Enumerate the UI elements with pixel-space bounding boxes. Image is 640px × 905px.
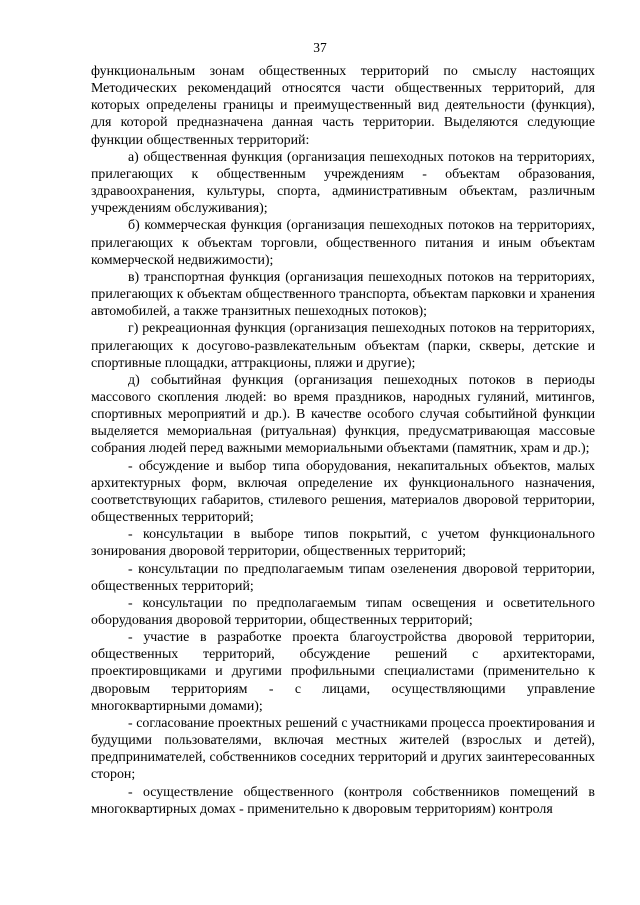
paragraph-function-e-event: д) событийная функция (организация пешеходных потоков в периоды массового скопления людей: во время праздников, народных гуляний, митингов, спортивных мероприятий и др.). В качестве особого случая событийной функции выделяется мемориальная (ритуальная) функция, предусматривающая массовые собрания людей перед важными мемориальными объектами (памятник, храм и др.); bbox=[91, 372, 595, 457]
list-item-project-participation: - участие в разработке проекта благоустройства дворовой территории, общественных территорий, обсуждение решений с архитекторами, проектировщиками и другими профильными специалистами (применительно к дворовым территориям - с лицами, осуществляющими управление многоквартирными домами); bbox=[91, 630, 595, 714]
paragraph-function-b-commercial: б) коммерческая функция (организация пешеходных потоков на территориях, прилегающих к объектам торговли, общественного питания и иным объектам коммерческой недвижимости); bbox=[91, 218, 595, 268]
list-item-greening-consultation: - консультации по предполагаемым типам озеленения дворовой территории, общественных территорий; bbox=[91, 561, 595, 594]
body-text bbox=[91, 63, 595, 818]
list-item-design-approval: - согласование проектных решений с участниками процесса проектирования и будущими пользователями, включая местных жителей (взрослых и детей), предпринимателей, собственников соседних территорий и других заинтересованных сторон; bbox=[91, 715, 595, 783]
list-item-lighting-consultation: - консультации по предполагаемым типам освещения и осветительного оборудования дворовой территории, общественных территорий; bbox=[91, 595, 595, 628]
paragraph-function-c-transport: в) транспортная функция (организация пешеходных потоков на территориях, прилегающих к объектам общественного транспорта, объектам парковки и хранения автомобилей, а также транзитных пешеходных потоков); bbox=[91, 269, 595, 320]
paragraph-function-a-public: а) общественная функция (организация пешеходных потоков на территориях, прилегающих к общественным учреждениям - объектам образования, здравоохранения, культуры, спорта, административным объектам, различным учреждениям обслуживания); bbox=[91, 149, 595, 217]
paragraph-function-d-recreational: г) рекреационная функция (организация пешеходных потоков на территориях, прилегающих к досугово-развлекательным объектам (парки, скверы, детские и спортивные площадки, аттракционы, пляжи и другие); bbox=[91, 321, 595, 371]
page-number: 37 bbox=[313, 40, 327, 55]
list-item-coverings-consultation: - консультации в выборе типов покрытий, с учетом функционального зонирования дворовой территории, общественных территорий; bbox=[91, 527, 595, 560]
list-item-public-control: - осуществление общественного (контроля собственников помещений в многоквартирных домах - применительно к дворовым территориям) контроля bbox=[91, 784, 595, 817]
list-item-equipment-discussion: - обсуждение и выбор типа оборудования, некапитальных объектов, малых архитектурных форм, включая определение их функционального назначения, соответствующих габаритов, стилевого решения, материалов дворовой территории, общественных территорий; bbox=[91, 458, 595, 526]
paragraph-intro-continuation: функциональным зонам общественных территорий по смыслу настоящих Методических рекомендаций относятся части общественных территорий, для которых определены границы и преимущественный вид деятельности (функция), для которой предназначена данная часть территории. Выделяются следующие функции общественных территорий: bbox=[91, 64, 595, 148]
